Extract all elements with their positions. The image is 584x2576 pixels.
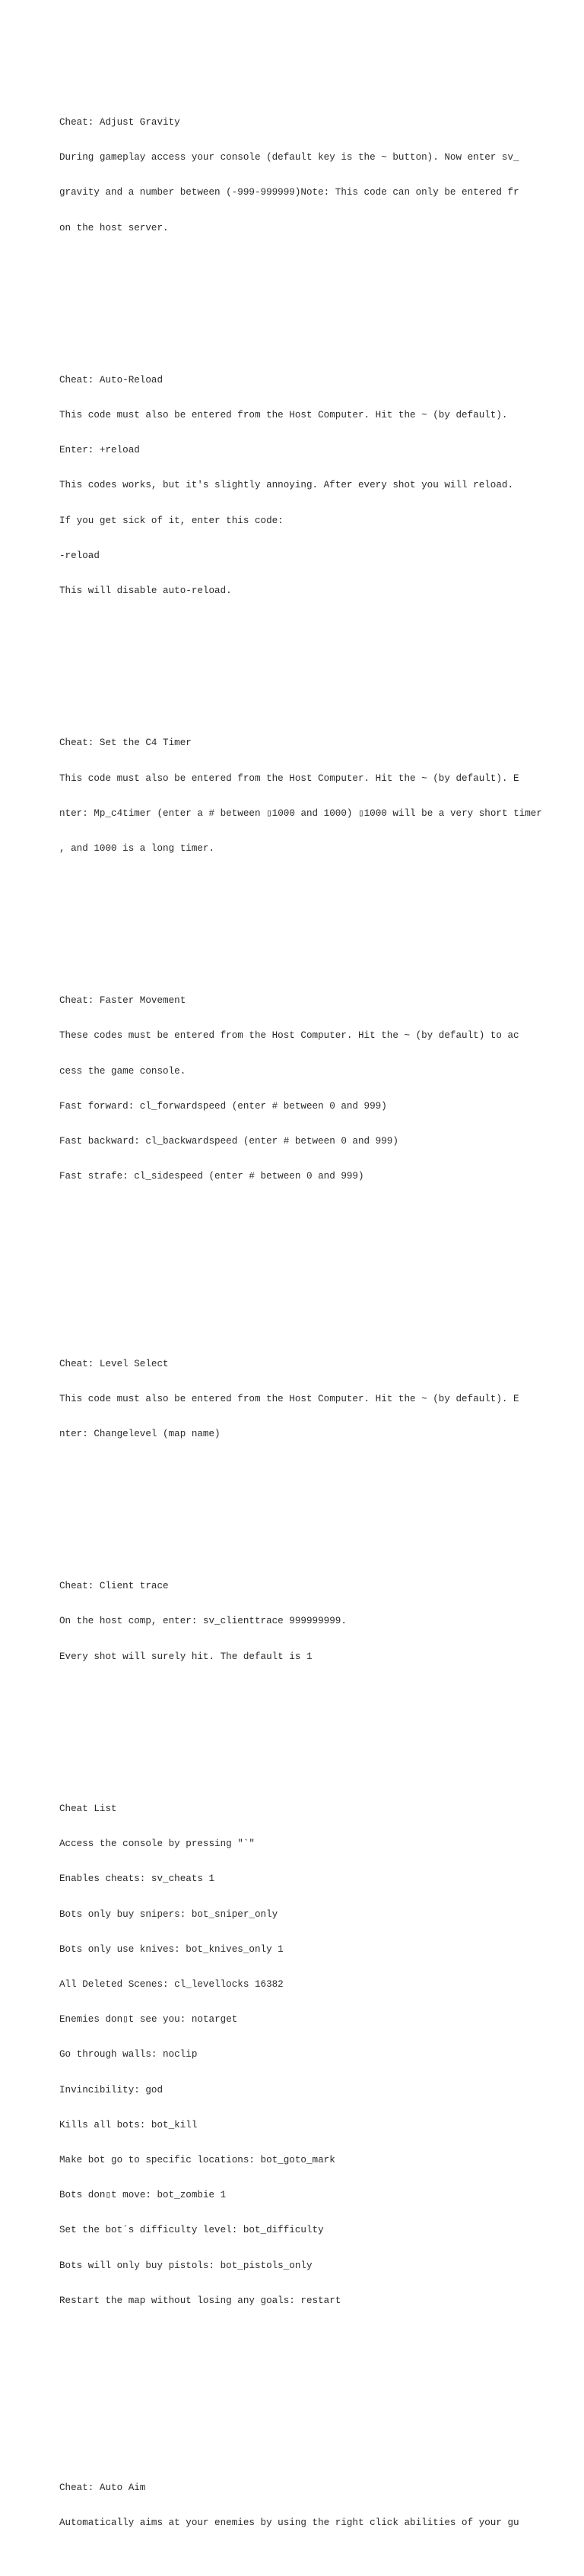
section-text: Access the console by pressing "`" [59, 1838, 255, 1850]
section-text: All Deleted Scenes: cl_levellocks 16382 [59, 1978, 284, 1990]
cheat-section-faster-movement [59, 972, 561, 1206]
section-title: Cheat: Set the C4 Timer [59, 738, 192, 749]
section-text: Bots don▯t move: bot_zombie 1 [59, 2190, 227, 2201]
spacer [59, 2413, 561, 2424]
section-text: Invincibility: god [59, 2084, 163, 2095]
document-page [59, 59, 561, 2576]
section-text: Fast backward: cl_backwardspeed (enter # between 0 and 999) [59, 1135, 398, 1147]
cheat-section-auto-aim [59, 2459, 561, 2552]
section-title: Cheat: Auto Aim [59, 2482, 146, 2494]
section-text: Set the bot´s difficulty level: bot_difficulty [59, 2225, 324, 2236]
cheat-section-adjust-gravity [59, 94, 561, 258]
section-title: Cheat: Level Select [59, 1358, 169, 1369]
spacer [59, 2354, 561, 2389]
section-text: , and 1000 is a long timer. [59, 842, 215, 854]
section-title: Cheat: Adjust Gravity [59, 117, 180, 128]
section-text: Fast forward: cl_forwardspeed (enter # between 0 and 999) [59, 1100, 387, 1112]
section-text: Enables cheats: sv_cheats 1 [59, 1873, 215, 1885]
cheat-section-c4-timer [59, 715, 561, 879]
spacer [59, 1229, 561, 1264]
section-text: Fast strafe: cl_sidespeed (enter # between 0 and 999) [59, 1171, 364, 1182]
section-text: on the host server. [59, 222, 169, 233]
cheat-section-auto-reload [59, 351, 561, 620]
section-text: -reload [59, 550, 100, 561]
section-text: Make bot go to specific locations: bot_goto_mark [59, 2154, 335, 2165]
section-text: Every shot will surely hit. The default is 1 [59, 1651, 313, 1662]
section-title: Cheat: Faster Movement [59, 995, 186, 1007]
spacer [59, 1710, 561, 1745]
section-text: nter: Changelevel (map name) [59, 1429, 221, 1440]
section-title: Cheat: Auto-Reload [59, 374, 163, 385]
section-title: Cheat: Client trace [59, 1581, 169, 1592]
spacer [59, 644, 561, 679]
section-text: Bots only use knives: bot_knives_only 1 [59, 1943, 284, 1955]
section-text: This code must also be entered from the Host Computer. Hit the ~ (by default). [59, 410, 508, 421]
section-text: gravity and a number between (-999-999999)Note: This code can only be entered fr [59, 187, 519, 198]
spacer [59, 902, 561, 937]
cheat-section-client-trace [59, 1557, 561, 1686]
section-text: Bots will only buy pistols: bot_pistols_only [59, 2260, 313, 2271]
section-text: This code must also be entered from the Host Computer. Hit the ~ (by default). E [59, 1393, 519, 1404]
section-text: During gameplay access your console (default key is the ~ button). Now enter sv_ [59, 152, 519, 163]
section-text: Automatically aims at your enemies by using the right click abilities of your gu [59, 2517, 519, 2529]
cheat-section-cheat-list [59, 1780, 561, 2330]
section-text: These codes must be entered from the Host Computer. Hit the ~ (by default) to ac [59, 1030, 519, 1042]
section-text: On the host comp, enter: sv_clienttrace 999999999. [59, 1616, 347, 1627]
section-text: Bots only buy snipers: bot_sniper_only [59, 1908, 278, 1920]
section-text: If you get sick of it, enter this code: [59, 515, 284, 526]
section-text: This codes works, but it's slightly annoying. After every shot you will reload. [59, 480, 514, 491]
section-title: Cheat List [59, 1803, 117, 1814]
section-text: Go through walls: noclip [59, 2049, 198, 2060]
section-text: This code must also be entered from the Host Computer. Hit the ~ (by default). E [59, 772, 519, 784]
spacer [59, 1487, 561, 1522]
section-text: nter: Mp_c4timer (enter a # between ▯1000 and 1000) ▯1000 will be a very short timer [59, 807, 542, 819]
section-text: Kills all bots: bot_kill [59, 2119, 198, 2130]
section-text: cess the game console. [59, 1065, 186, 1077]
section-text: This will disable auto-reload. [59, 585, 232, 597]
cheat-section-level-select [59, 1335, 561, 1464]
spacer [59, 1288, 561, 1299]
section-text: Enter: +reload [59, 445, 140, 456]
section-text: Restart the map without losing any goals: restart [59, 2295, 341, 2306]
spacer [59, 281, 561, 316]
section-text: Enemies don▯t see you: notarget [59, 2014, 238, 2026]
